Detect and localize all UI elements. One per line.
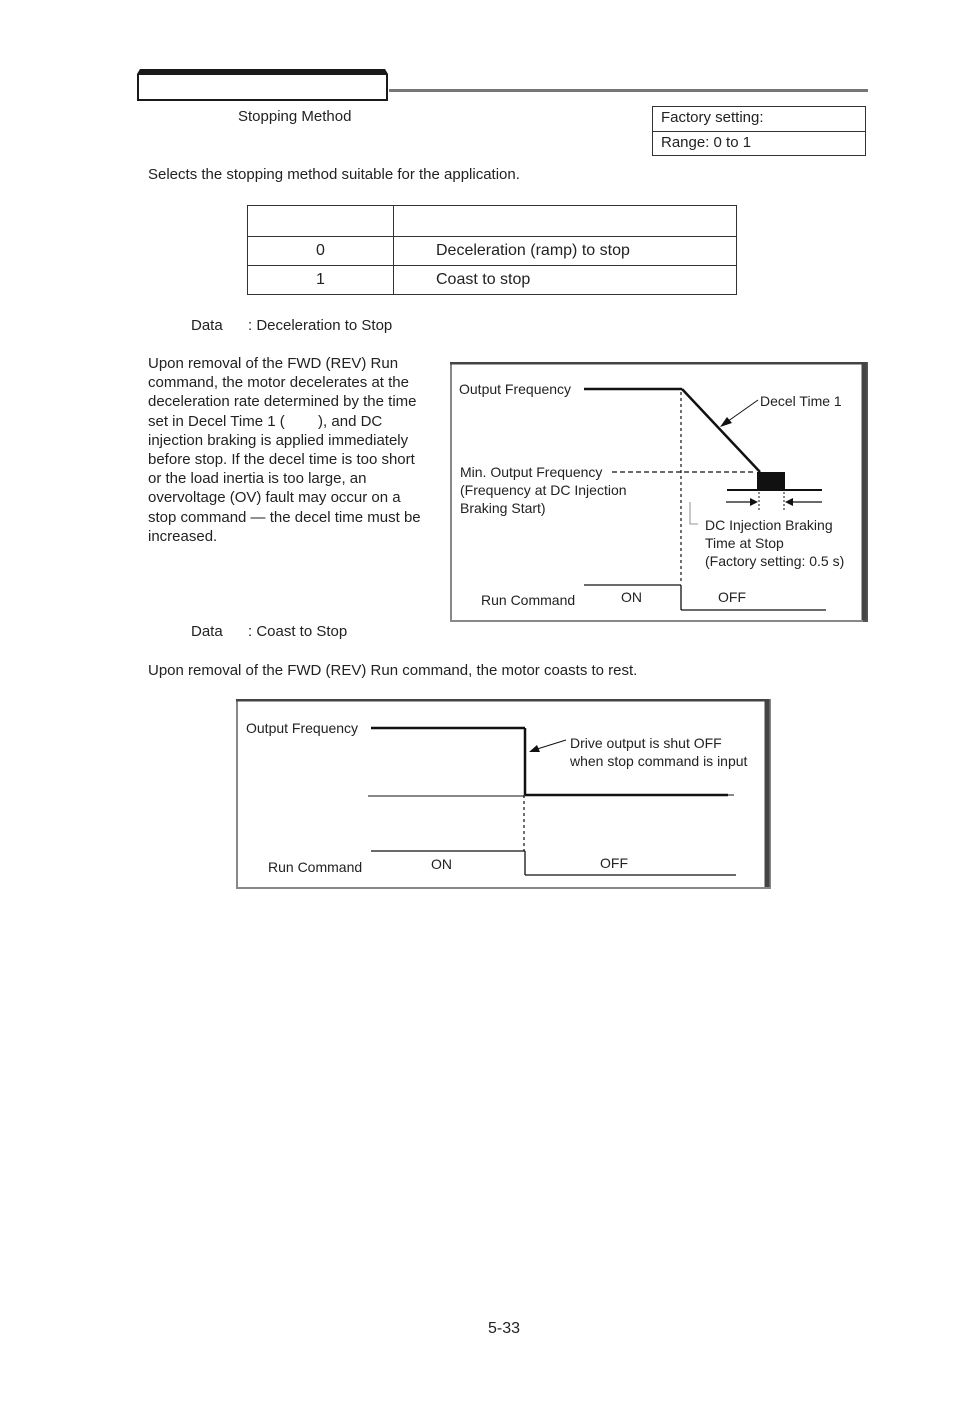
off-label: OFF — [718, 589, 746, 605]
header-rule — [389, 89, 868, 92]
parameter-name: Stopping Method — [238, 108, 352, 125]
paragraph-line: set in Decel Time 1 ( ), and DC — [148, 412, 383, 430]
min-freq-line: Braking Start) — [460, 500, 546, 516]
on-label: ON — [431, 856, 452, 872]
paragraph-line: or the load inertia is too large, an — [148, 470, 367, 488]
run-command-label: Run Command — [481, 592, 576, 608]
note-line: when stop command is input — [570, 753, 748, 769]
dc-brake-line: (Factory setting: 0.5 s) — [705, 553, 845, 569]
parameter-tab — [137, 69, 388, 101]
min-freq-label — [460, 463, 627, 517]
coast-stop-diagram — [236, 699, 771, 889]
table-row — [248, 237, 737, 266]
min-freq-line: (Frequency at DC Injection — [460, 482, 627, 498]
option-description: Coast to stop — [394, 266, 737, 295]
options-table — [247, 205, 737, 295]
page-number: 5-33 — [488, 1320, 521, 1337]
paragraph-line: deceleration rate determined by the time — [148, 393, 417, 411]
factory-setting-label: Factory setting: — [661, 109, 764, 126]
option-value: 0 — [248, 237, 394, 266]
section0-heading: : Deceleration to Stop — [248, 317, 393, 334]
section1-data-word: Data — [191, 623, 223, 640]
paragraph-line: before stop. If the decel time is too short — [148, 451, 415, 469]
shutoff-note — [570, 734, 747, 770]
table-header-cell — [394, 206, 737, 237]
section0-data-word: Data — [191, 317, 223, 334]
paragraph-line: overvoltage (OV) fault may occur on a — [148, 489, 401, 507]
paragraph-line: injection braking is applied immediately — [148, 431, 409, 449]
paragraph-line: increased. — [148, 527, 218, 545]
table-row — [248, 266, 737, 295]
table-header-row — [248, 206, 737, 237]
run-command-label: Run Command — [268, 859, 363, 875]
min-freq-line: Min. Output Frequency — [460, 464, 603, 480]
factory-setting-box — [652, 106, 866, 156]
on-label: ON — [621, 589, 642, 605]
dc-brake-line: DC Injection Braking — [705, 517, 833, 533]
option-value: 1 — [248, 266, 394, 295]
decel-time-label: Decel Time 1 — [760, 393, 842, 409]
range-label: Range: 0 to 1 — [653, 131, 865, 155]
output-frequency-label: Output Frequency — [459, 381, 572, 397]
decel-stop-diagram — [450, 362, 868, 622]
dc-brake-label — [705, 516, 844, 570]
note-line: Drive output is shut OFF — [570, 735, 722, 751]
output-frequency-label: Output Frequency — [246, 720, 359, 736]
section0-paragraph — [148, 354, 444, 546]
option-description: Deceleration (ramp) to stop — [394, 237, 737, 266]
paragraph-line: Upon removal of the FWD (REV) Run — [148, 355, 399, 372]
intro-text: Selects the stopping method suitable for the application. — [148, 166, 520, 183]
table-header-cell — [248, 206, 394, 237]
off-label: OFF — [600, 855, 628, 871]
section1-heading: : Coast to Stop — [248, 623, 348, 640]
section1-paragraph: Upon removal of the FWD (REV) Run command, the motor coasts to rest. — [148, 662, 638, 679]
paragraph-line: command, the motor decelerates at the — [148, 374, 409, 392]
dc-brake-line: Time at Stop — [705, 535, 784, 551]
paragraph-line: stop command — the decel time must be — [148, 508, 421, 526]
